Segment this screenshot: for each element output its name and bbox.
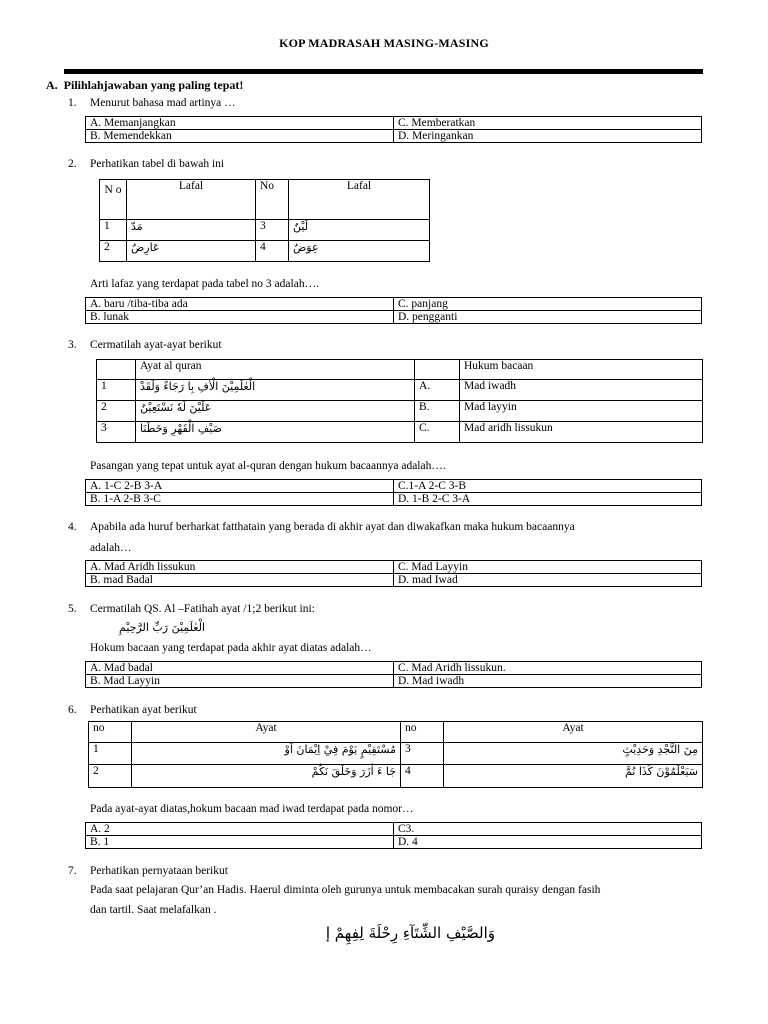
options-table-2 (85, 297, 702, 324)
options-table-1 (85, 116, 702, 143)
table-header: Ayat (132, 722, 401, 743)
lafal-table (99, 179, 430, 262)
question-text-continued: adalah… (90, 542, 132, 554)
option-a[interactable]: A. Mad Aridh lissukun (86, 561, 394, 574)
table-cell: مَدّ (127, 220, 256, 241)
question-text: Cermatilah ayat-ayat berikut (90, 339, 222, 351)
option-c[interactable]: C.1-A 2-C 3-B (394, 480, 702, 493)
question-text: Cermatilah QS. Al –Fatihah ayat /1;2 berikut ini: (90, 603, 315, 615)
question-number: 1. (68, 97, 77, 109)
ayat-table (88, 721, 703, 788)
table-header: No (256, 180, 289, 220)
options-table-4 (85, 560, 702, 587)
ayat-hukum-table (96, 359, 703, 443)
question-text: Perhatikan tabel di bawah ini (90, 158, 225, 170)
question-prompt: Arti lafaz yang terdapat pada tabel no 3 adalah…. (90, 278, 319, 290)
section-label: A. (46, 78, 58, 92)
table-header (97, 360, 136, 380)
options-table-3 (85, 479, 702, 506)
option-b[interactable]: B. 1-A 2-B 3-C (86, 493, 394, 506)
table-cell: 2 (97, 401, 136, 422)
question-number: 6. (68, 704, 77, 716)
table-cell: الْعٰلَمِيْنَ الْاٰفِ بِا رَجَاءً وَلَقَدْ (136, 380, 415, 401)
table-cell: صَيْفِ الْقَهْرِ وَخَطَنَا (136, 422, 415, 443)
option-d[interactable]: D. Mad iwadh (394, 675, 702, 688)
option-a[interactable]: A. Mad badal (86, 662, 394, 675)
table-cell: 3 (401, 743, 444, 765)
table-header: Ayat (444, 722, 703, 743)
table-cell: Mad layyin (460, 401, 703, 422)
table-cell: 2 (100, 241, 127, 262)
table-header: Lafal (289, 180, 430, 220)
question-prompt: Pasangan yang tepat untuk ayat al-quran dengan hukum bacaannya adalah…. (90, 460, 446, 472)
option-a[interactable]: A. Memanjangkan (86, 117, 394, 130)
ayat-text: الْعٰلَمِيْنَ رَبِّ الرَّحِيْمِ (119, 621, 205, 634)
table-cell: 3 (97, 422, 136, 443)
table-cell: مِنَ النَّجْدِ وَحَدِيْثٍ (444, 743, 703, 765)
scenario-text: Pada saat pelajaran Qur’an Hadis. Haerul diminta oleh gurunya untuk membacakan surah quraisy dengan fasih (90, 884, 601, 896)
table-header: Hukum bacaan (460, 360, 703, 380)
table-cell: عَلَيْنَ لَهٗ نَسْتَعِيْنُ (136, 401, 415, 422)
question-text: Perhatikan pernyataan berikut (90, 865, 228, 877)
question-number: 7. (68, 865, 77, 877)
question-number: 4. (68, 521, 77, 533)
question-number: 5. (68, 603, 77, 615)
option-c[interactable]: C. Mad Aridh lissukun. (394, 662, 702, 675)
question-number: 3. (68, 339, 77, 351)
scenario-text-continued: dan tartil. Saat melafalkan . (90, 904, 217, 916)
question-number: 2. (68, 158, 77, 170)
section-heading (46, 78, 243, 93)
table-cell: 2 (89, 765, 132, 788)
table-header: Ayat al quran (136, 360, 415, 380)
question-text: Apabila ada huruf berharkat fatthatain yang berada di akhir ayat dan diwakafkan maka hukum bacaannya (90, 521, 575, 533)
option-d[interactable]: D. mad Iwad (394, 574, 702, 587)
option-b[interactable]: B. Memendekkan (86, 130, 394, 143)
table-header (415, 360, 460, 380)
option-c[interactable]: C. Mad Layyin (394, 561, 702, 574)
section-title: Pilihlahjawaban yang paling tepat! (63, 78, 244, 92)
option-b[interactable]: B. 1 (86, 836, 394, 849)
option-a[interactable]: A. 1-C 2-B 3-A (86, 480, 394, 493)
option-b[interactable]: B. mad Badal (86, 574, 394, 587)
table-cell: 4 (256, 241, 289, 262)
option-c[interactable]: C3. (394, 823, 702, 836)
table-cell: 1 (97, 380, 136, 401)
question-text: Perhatikan ayat berikut (90, 704, 197, 716)
option-d[interactable]: D. 1-B 2-C 3-A (394, 493, 702, 506)
page-title: KOP MADRASAH MASING-MASING (279, 36, 489, 50)
table-cell: سَيَعْلَمُوْنَ كَذَا نُمَّ (444, 765, 703, 788)
table-cell: 3 (256, 220, 289, 241)
header-rule (64, 69, 703, 74)
option-a[interactable]: A. baru /tiba-tiba ada (86, 298, 394, 311)
table-cell: 4 (401, 765, 444, 788)
table-header: no (401, 722, 444, 743)
options-table-5 (85, 661, 702, 688)
table-cell: Mad aridh lissukun (460, 422, 703, 443)
table-cell: جَا ءَ اٰزَرَ وَخَلَقَ نَكُمْ (132, 765, 401, 788)
table-header: N o (100, 180, 127, 220)
option-d[interactable]: D. Meringankan (394, 130, 702, 143)
table-cell: B. (415, 401, 460, 422)
option-b[interactable]: B. Mad Layyin (86, 675, 394, 688)
table-cell: Mad iwadh (460, 380, 703, 401)
question-text: Menurut bahasa mad artinya … (90, 97, 236, 109)
option-a[interactable]: A. 2 (86, 823, 394, 836)
question-prompt: Pada ayat-ayat diatas,hokum bacaan mad iwad terdapat pada nomor… (90, 803, 414, 815)
table-cell: لَيْنٌ (289, 220, 430, 241)
table-cell: مُسْتَقِيْمٍ يَوْمَ فِيْ اِيْمَانَ اَوْ (132, 743, 401, 765)
table-cell: عِوَضٌ (289, 241, 430, 262)
table-cell: C. (415, 422, 460, 443)
table-cell: 1 (89, 743, 132, 765)
ayat-text: وَالصَّيْفِ الشِّتَآءِ رِحْلَةَ لِفِهِمْ إ (325, 924, 495, 942)
table-cell: 1 (100, 220, 127, 241)
option-c[interactable]: C. Memberatkan (394, 117, 702, 130)
table-header: no (89, 722, 132, 743)
table-cell: عَارِضٌ (127, 241, 256, 262)
option-d[interactable]: D. pengganti (394, 311, 702, 324)
question-prompt: Hokum bacaan yang terdapat pada akhir ayat diatas adalah… (90, 642, 372, 654)
option-c[interactable]: C. panjang (394, 298, 702, 311)
option-d[interactable]: D. 4 (394, 836, 702, 849)
options-table-6 (85, 822, 702, 849)
table-cell: A. (415, 380, 460, 401)
option-b[interactable]: B. lunak (86, 311, 394, 324)
table-header: Lafal (127, 180, 256, 220)
